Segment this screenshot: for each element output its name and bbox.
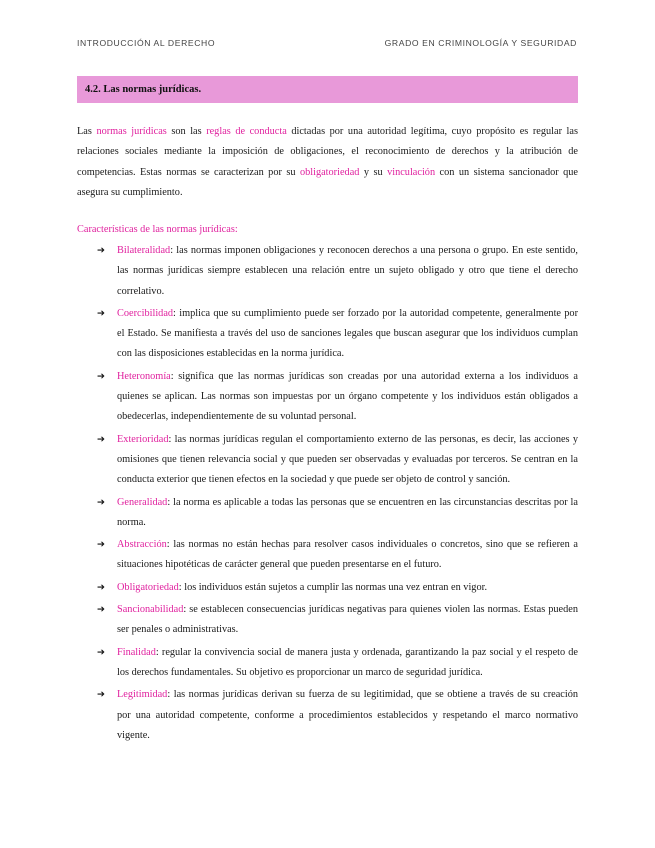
list-item-text: significa que las normas jurídicas son creadas por una autoridad externa a los individuos a quienes se aplican. Las normas son impuestas por un órgano competente y los individuos están obligados a obedecerlas, independientemente de su voluntad personal. xyxy=(117,370,578,423)
list-item-text: los individuos están sujetos a cumplir las normas una vez entran en vigor. xyxy=(184,581,488,593)
arrow-right-icon: ➔ xyxy=(97,689,105,701)
intro-text-4: y su xyxy=(359,166,388,178)
list-item-term: Finalidad xyxy=(117,646,156,658)
arrow-right-icon: ➔ xyxy=(97,496,105,508)
list-item-body xyxy=(117,304,578,365)
list-item-text: regular la convivencia social de manera justa y ordenada, garantizando la paz social y el respeto de los derechos fundamentales. Su objetivo es proporcionar un marco de seguridad jurídica. xyxy=(117,646,578,678)
list-item-text: las normas no están hechas para resolver casos individuales o concretos, sino que se refieren a situaciones hipotéticas de carácter general que pueden presentarse en el futuro. xyxy=(117,539,579,571)
arrow-right-icon: ➔ xyxy=(97,433,105,445)
list-item-sep: : xyxy=(167,496,174,508)
arrow-right-icon: ➔ xyxy=(97,604,105,616)
list-item-sep: : xyxy=(167,689,174,701)
list-item-sep: : xyxy=(173,307,180,319)
list-item-term: Sancionabilidad xyxy=(117,604,184,616)
intro-paragraph xyxy=(77,122,578,203)
arrow-right-icon: ➔ xyxy=(97,539,105,551)
characteristics-title: Características de las normas jurídicas: xyxy=(77,224,238,235)
list-item-sep: : xyxy=(170,370,179,382)
intro-term-vinculacion: vinculación xyxy=(387,166,436,178)
header-degree: GRADO EN CRIMINOLOGÍA Y SEGURIDAD xyxy=(384,38,577,48)
list-item-body xyxy=(117,578,578,598)
list-item xyxy=(77,685,578,746)
arrow-right-icon: ➔ xyxy=(97,245,105,256)
list-item-body xyxy=(117,493,578,534)
list-item-sep: : xyxy=(168,433,175,445)
list-item xyxy=(77,578,578,598)
intro-term-normas: normas jurídicas xyxy=(96,126,167,137)
header-course: INTRODUCCIÓN AL DERECHO xyxy=(77,38,216,48)
arrow-right-icon: ➔ xyxy=(97,307,105,319)
intro-term-reglas: reglas de conducta xyxy=(206,126,287,137)
list-item-text: las normas jurídicas derivan su fuerza de su legitimidad, que se obtiene a través de su creación por una autoridad competente, conforme a procedimientos establecidos y respetando el marco normativo vigente. xyxy=(117,689,579,741)
arrow-right-icon: ➔ xyxy=(97,370,105,382)
intro-text-3: dictadas por una autoridad legítima, cuyo propósito es regular las relaciones sociales mediante la imposición de obligaciones, el reconocimiento de derechos y la atribución de competencias. Estas normas se caracterizan por su xyxy=(77,126,578,178)
list-item-text: las normas jurídicas regulan el comportamiento externo de las personas, es decir, las acciones y omisiones que tienen relevancia social y que pueden ser observadas y evaluadas por terceros. Se centran en la conducta exterior que tienen efectos en la sociedad y que puede ser objeto de control y sanción. xyxy=(117,433,579,486)
list-item-sep: : xyxy=(166,539,174,551)
list-item-term: Generalidad xyxy=(117,496,168,508)
list-item-body xyxy=(117,685,578,746)
list-item-sep: : xyxy=(178,581,185,593)
list-item xyxy=(77,535,578,576)
arrow-right-icon: ➔ xyxy=(97,581,105,593)
section-banner xyxy=(77,76,578,103)
list-item-text: implica que su cumplimiento puede ser forzado por la autoridad competente, generalmente por el Estado. Se manifiesta a través del uso de sanciones legales que buscan asegurar que los individuos cumplan con las disposiciones establecidas en la norma jurídica. xyxy=(117,307,579,360)
intro-text-5: con un sistema sancionador que asegura su cumplimiento. xyxy=(77,166,578,198)
list-item-term: Exterioridad xyxy=(117,433,169,445)
list-item-sep: : xyxy=(170,245,177,256)
list-item-body xyxy=(117,643,578,684)
list-item-term: Heteronomía xyxy=(117,370,171,382)
intro-text-2: son las xyxy=(166,126,207,137)
characteristics-list xyxy=(77,241,578,748)
intro-text-1: Las xyxy=(77,126,97,137)
list-item-term: Legitimidad xyxy=(117,689,168,701)
list-item-sep: : xyxy=(183,604,190,616)
list-item-body xyxy=(117,241,578,302)
list-item-term: Coercibilidad xyxy=(117,307,174,319)
list-item-term: Obligatoriedad xyxy=(117,581,179,593)
list-item-text: la norma es aplicable a todas las personas que se encuentren en las circunstancias descritas por la norma. xyxy=(117,496,578,528)
list-item-body xyxy=(117,430,578,491)
list-item xyxy=(77,493,578,534)
arrow-right-icon: ➔ xyxy=(97,646,105,658)
list-item xyxy=(77,430,578,491)
list-item-text: se establecen consecuencias jurídicas negativas para quienes violen las normas. Estas pueden ser penales o administrativas. xyxy=(117,604,578,636)
list-item-term: Bilateralidad xyxy=(117,245,171,256)
list-item xyxy=(77,367,578,428)
list-item-body xyxy=(117,600,578,641)
list-item-text: las normas imponen obligaciones y reconocen derechos a una persona o grupo. En este sentido, las normas jurídicas siempre establecen una relación entre un sujeto obligado y otro que tiene el derecho correlativo. xyxy=(117,245,578,297)
list-item-body xyxy=(117,367,578,428)
list-item-sep: : xyxy=(155,646,162,658)
list-item xyxy=(77,643,578,684)
list-item xyxy=(77,241,578,302)
list-item-body xyxy=(117,535,578,576)
list-item xyxy=(77,600,578,641)
list-item-term: Abstracción xyxy=(117,539,167,551)
section-title: 4.2. Las normas jurídicas. xyxy=(85,84,202,95)
list-item xyxy=(77,304,578,365)
intro-term-obligatoriedad: obligatoriedad xyxy=(299,166,360,178)
